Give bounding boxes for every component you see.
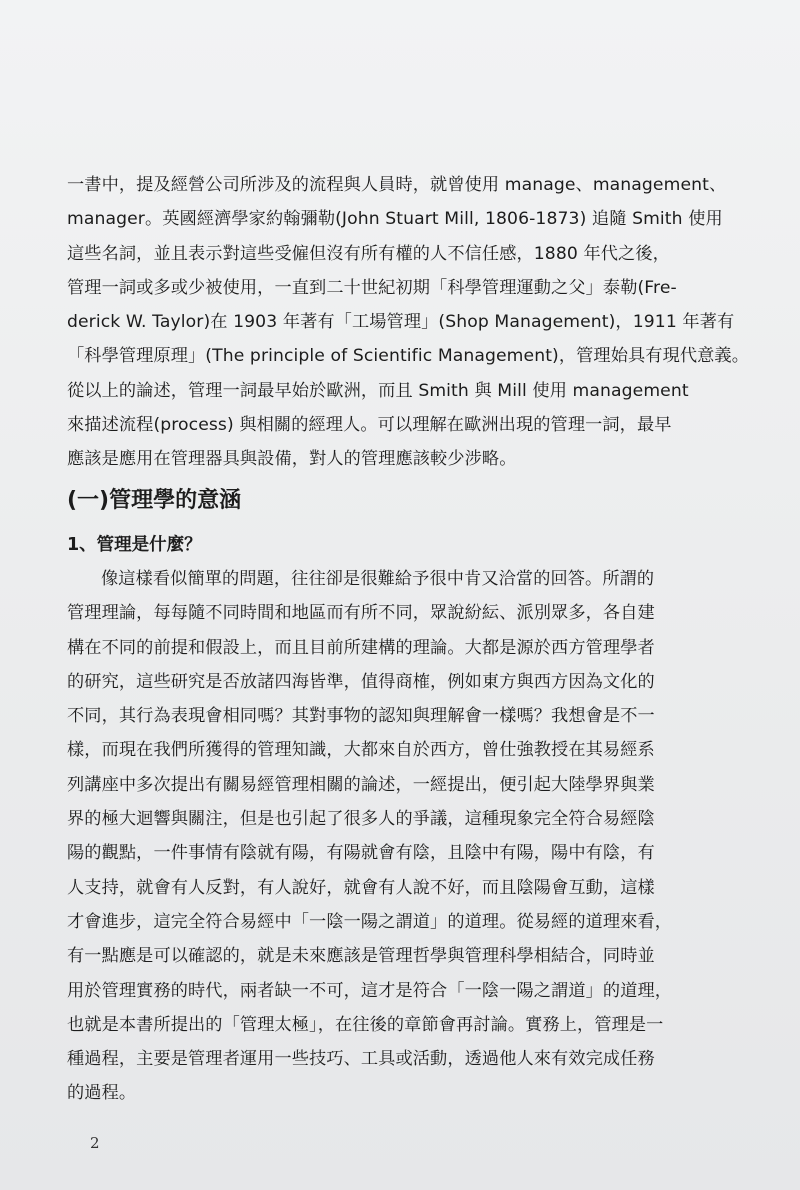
text-line: 列講座中多次提出有關易經管理相關的論述，一經提出，便引起大陸學界與業 <box>67 774 655 795</box>
page-number: 2 <box>90 1134 100 1152</box>
section-heading: (一)管理學的意涵 <box>67 488 242 513</box>
text-line: 從以上的論述，管理一詞最早始於歐洲，而且 Smith 與 Mill 使用 management <box>67 380 689 401</box>
text-line: 這些名詞，並且表示對這些受僱但沒有所有權的人不信任感，1880 年代之後， <box>67 243 670 264</box>
text-line: 像這樣看似簡單的問題，往往卻是很難給予很中肯又洽當的回答。所謂的 <box>101 569 655 589</box>
subsection-heading: 1、管理是什麼？ <box>67 535 202 555</box>
text-line: 人支持，就會有人反對，有人說好，就會有人說不好，而且陰陽會互動，這樣 <box>67 877 655 898</box>
text-line: 陽的觀點，一件事情有陰就有陽，有陽就會有陰，且陰中有陽，陽中有陰，有 <box>67 843 655 864</box>
intro-paragraph <box>67 168 750 477</box>
text-line: 來描述流程(process) 與相關的經理人。可以理解在歐洲出現的管理一詞，最早 <box>67 415 672 436</box>
text-line: 一書中，提及經營公司所涉及的流程與人員時，就曾使用 manage、management、 <box>67 175 727 195</box>
text-line: 樣，而現在我們所獲得的管理知識，大都來自於西方，曾仕強教授在其易經系 <box>67 740 655 761</box>
text-line: 才會進步，這完全符合易經中「一陰一陽之謂道」的道理。從易經的道理來看， <box>67 911 673 932</box>
text-line: 的過程。 <box>67 1083 137 1104</box>
text-line: 不同，其行為表現會相同嗎？其對事物的認知與理解會一樣嗎？我想會是不一 <box>67 706 655 727</box>
text-line: 種過程，主要是管理者運用一些技巧、工具或活動，透過他人來有效完成任務 <box>67 1049 655 1070</box>
text-line: 管理理論，每每隨不同時間和地區而有所不同，眾說紛紜、派別眾多，各自建 <box>67 603 655 624</box>
text-line: 有一點應是可以確認的，就是未來應該是管理哲學與管理科學相結合，同時並 <box>67 946 655 967</box>
text-line: manager。英國經濟學家約翰彌勒(John Stuart Mill, 1806-1873) 追隨 Smith 使用 <box>67 209 723 230</box>
text-line: 「科學管理原理」(The principle of Scientific Management)，管理始具有現代意義。 <box>67 346 750 367</box>
text-line: 界的極大迴響與關注，但是也引起了很多人的爭議，這種現象完全符合易經陰 <box>67 809 655 830</box>
body-paragraph <box>67 562 727 1111</box>
text-line: 應該是應用在管理器具與設備，對人的管理應該較少涉略。 <box>67 449 517 470</box>
text-line: 的研究，這些研究是否放諸四海皆準，值得商榷，例如東方與西方因為文化的 <box>67 671 655 692</box>
text-line: 構在不同的前提和假設上，而且目前所建構的理論。大都是源於西方管理學者 <box>67 637 655 658</box>
text-line: 用於管理實務的時代，兩者缺一不可，這才是符合「一陰一陽之謂道」的道理， <box>67 980 673 1001</box>
text-line: 管理一詞或多或少被使用，一直到二十世紀初期「科學管理運動之父」泰勒(Fre- <box>67 277 677 298</box>
text-line: 也就是本書所提出的「管理太極」，在往後的章節會再討論。實務上，管理是一 <box>67 1014 664 1035</box>
text-line: derick W. Taylor)在 1903 年著有「工場管理」(Shop Management)，1911 年著有 <box>67 312 735 333</box>
